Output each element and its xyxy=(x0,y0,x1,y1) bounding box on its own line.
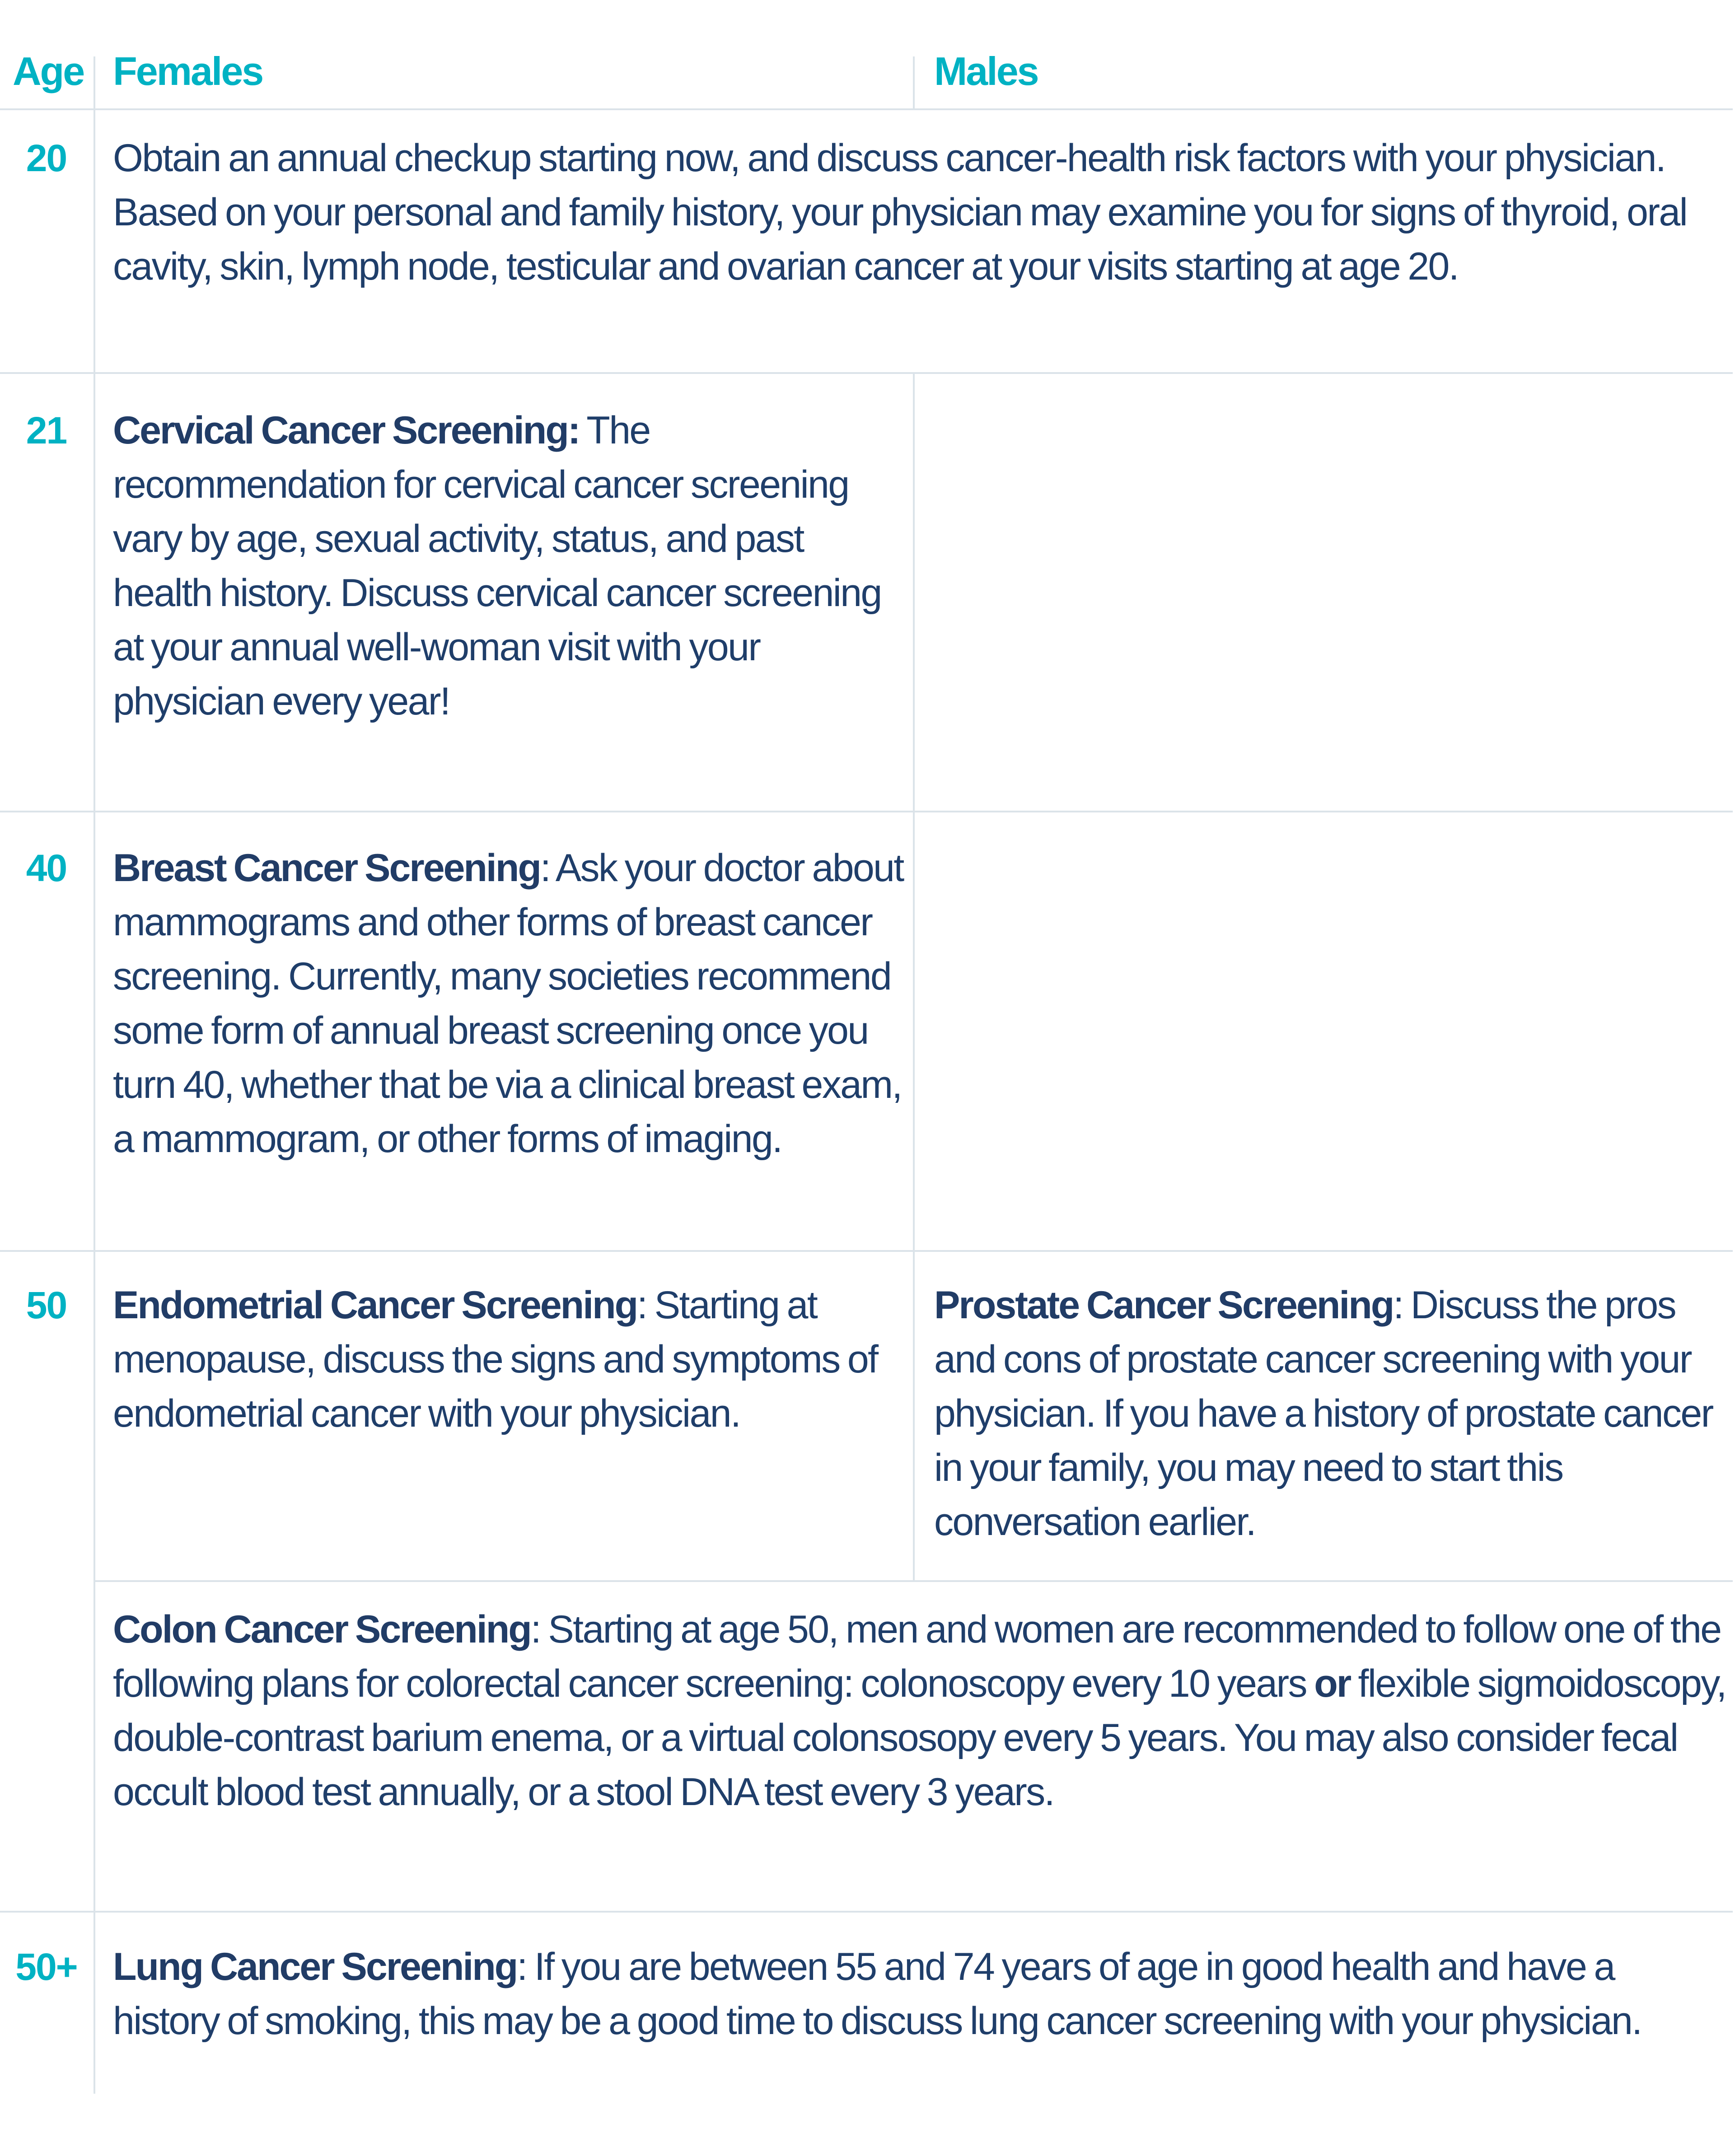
lung-screening-title: Lung Cancer Screening xyxy=(113,1945,517,1988)
age-label: 20 xyxy=(26,137,67,179)
females-cell xyxy=(113,1278,901,1441)
age-label: 40 xyxy=(26,847,67,889)
endometrial-screening-title: Endometrial Cancer Screening xyxy=(113,1283,637,1327)
females-cell xyxy=(113,403,901,728)
breast-screening-text: : Ask your doctor about mammograms and other forms of breast cancer screening. Currently, many societies recommend some form of annual breast screening once you turn 40, whether that be via a clinical breast exam, a mammogram, or other forms of imaging. xyxy=(113,846,903,1161)
age-column-divider xyxy=(94,56,95,2094)
header-sex-column-divider xyxy=(913,56,915,108)
both-sexes-cell xyxy=(113,1940,1728,2048)
colon-screening-text-2: flexible sigmoidoscopy, double-contrast barium enema, or a virtual colonsosopy every 5 years. You may also consider fecal occult blood test annually, or a stool DNA test every 3 years. xyxy=(113,1662,1726,1814)
age-label: 50 xyxy=(26,1284,67,1326)
males-cell xyxy=(934,1278,1729,1549)
row-50-sex-column-divider xyxy=(913,1252,915,1580)
lung-screening-text: : If you are between 55 and 74 years of age in good health and have a history of smoking, this may be a good time to discuss lung cancer screening with your physician. xyxy=(113,1945,1641,2043)
header-females: Females xyxy=(113,49,263,93)
row-21-bottom-rule xyxy=(0,811,1733,812)
header-age: Age xyxy=(13,49,84,93)
row-20-text xyxy=(113,131,1726,294)
row-20-bottom-rule xyxy=(0,372,1733,374)
prostate-screening-title: Prostate Cancer Screening xyxy=(934,1283,1394,1327)
prostate-screening-text: : Discuss the pros and cons of prostate cancer screening with your physician. If you have a history of prostate cancer in your family, you may need to start this conversation earlier. xyxy=(934,1283,1713,1544)
age-label: 21 xyxy=(26,409,67,452)
colon-screening-emphasis: or xyxy=(1314,1662,1351,1705)
header-bottom-rule xyxy=(0,108,1733,110)
age-label: 50+ xyxy=(15,1946,77,1988)
colon-screening-title: Colon Cancer Screening xyxy=(113,1608,531,1651)
cervical-screening-title: Cervical Cancer Screening: xyxy=(113,409,580,452)
header-males: Males xyxy=(934,49,1038,93)
both-sexes-cell xyxy=(113,1602,1728,1819)
colon-screening-text-1: : Starting at age 50, men and women are recommended to follow one of the following plans for colorectal cancer screening: colonoscopy every 10 years xyxy=(113,1608,1721,1705)
row-40-bottom-rule xyxy=(0,1250,1733,1252)
checkup-text: Obtain an annual checkup starting now, and discuss cancer-health risk factors with your physician. Based on your personal and family history, your physician may examine you for signs of thyroid, oral cavity, skin, lymph node, testicular and ovarian cancer at your visits starting at age 20. xyxy=(113,136,1687,288)
breast-screening-title: Breast Cancer Screening xyxy=(113,846,540,890)
endometrial-screening-text: : Starting at menopause, discuss the signs and symptoms of endometrial cancer with your physician. xyxy=(113,1283,878,1435)
females-cell xyxy=(113,841,908,1166)
row-50-subrow-rule xyxy=(95,1580,1733,1582)
row-50-bottom-rule xyxy=(0,1911,1733,1913)
cervical-screening-text: The recommendation for cervical cancer screening vary by age, sexual activity, status, and past health history. Discuss cervical cancer screening at your annual well-woman visit with your physician every year! xyxy=(113,409,881,723)
